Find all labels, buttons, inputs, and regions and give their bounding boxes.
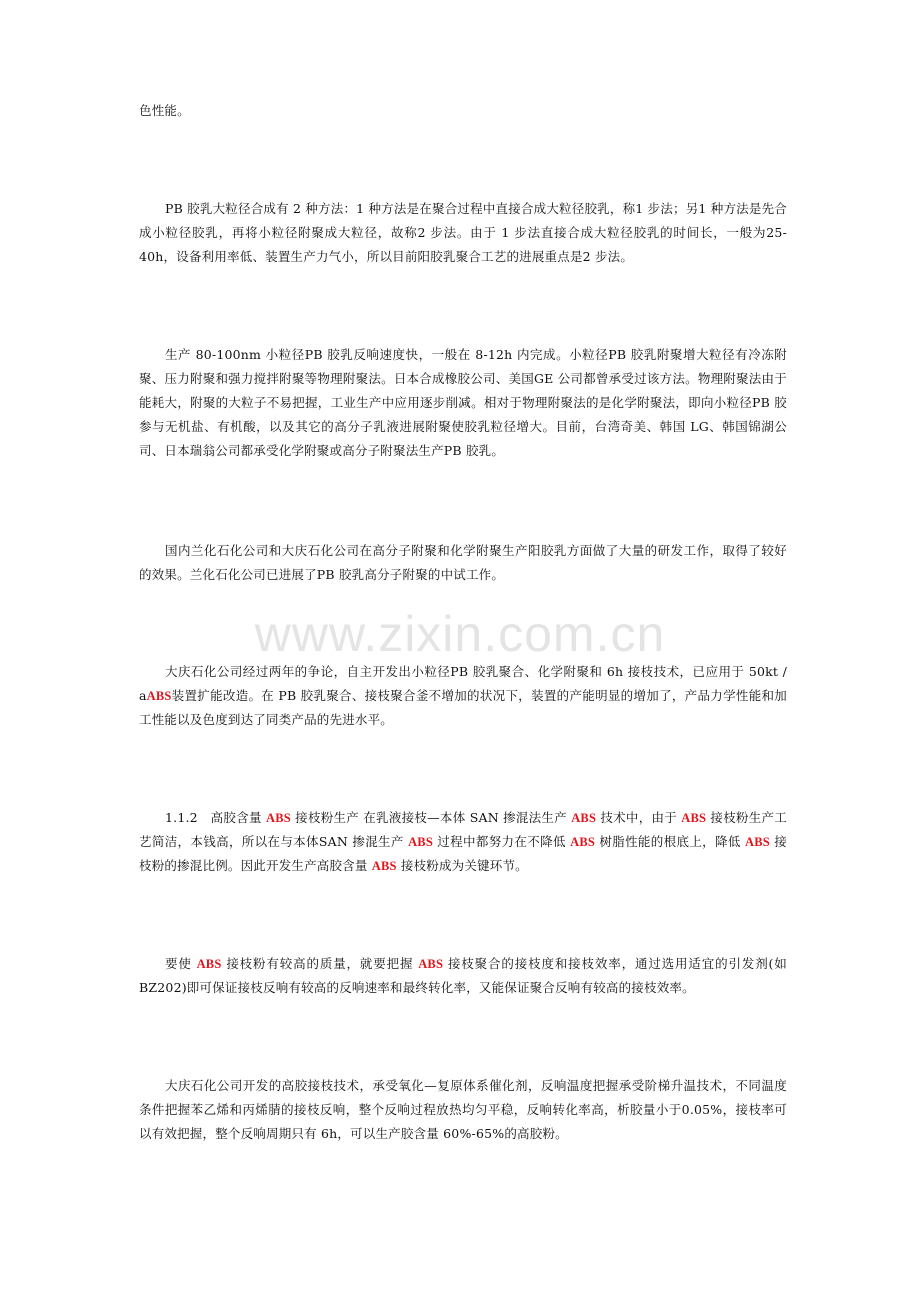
text-segment: 技术中，由于 [596, 810, 682, 825]
paragraph-section-1-1-2 [139, 806, 787, 878]
paragraph-grafting-quality [139, 952, 787, 1000]
watermark-text: www.zixin.com.cn [254, 606, 666, 662]
paragraph-pb-latex-methods: PB 胶乳大粒径合成有 2 种方法：1 种方法是在聚合过程中直接合成大粒径胶乳，称1 步法；另1 种方法是先合成小粒径胶乳，再将小粒径附聚成大粒径，故称2 步法。由于 1 步法直接合成大粒径胶乳的时间长，一般为25-40h，设备利用率低、装置生产力气小，所以目前阳胶乳聚合工艺的进展重点是2 步法。 [139, 201, 787, 264]
abs-highlight: ABS [371, 859, 397, 873]
paragraph-continuation: 色性能。 [139, 103, 190, 118]
abs-highlight: ABS [146, 689, 172, 703]
abs-highlight: ABS [266, 811, 291, 825]
text-segment: 树脂性能的根底上，降低 [595, 834, 746, 849]
paragraph-domestic-research: 国内兰化石化公司和大庆石化公司在高分子附聚和化学附聚生产阳胶乳方面做了大量的研发工作，取得了较好的效果。兰化石化公司已进展了PB 胶乳高分子附聚的中试工作。 [139, 543, 787, 582]
abs-highlight: ABS [681, 811, 707, 825]
abs-highlight: ABS [408, 835, 433, 849]
text-segment: 过程中都努力在不降低 [432, 834, 571, 849]
text-segment: 装置扩能改造。在 PB 胶乳聚合、接枝聚合釜不增加的状况下，装置的产能明显的增加了，产品力学性能和加工性能以及色度到达了同类产品的先进水平。 [139, 688, 787, 727]
text-segment: 接枝粉生产 在乳液接枝—本体 SAN 掺混法生产 [290, 810, 572, 825]
abs-highlight: ABS [196, 957, 222, 971]
paragraph-small-particle-agglomeration: 生产 80-100nm 小粒径PB 胶乳反响速度快，一般在 8-12h 内完成。小粒径PB 胶乳附聚增大粒径有冷冻附聚、压力附聚和强力搅拌附聚等物理附聚法。日本合成橡胶公司、美国GE 公司都曾承受过该方法。物理附聚法由于能耗大，附聚的大粒子不易把握，工业生产中应用逐步削减。相对于物理附聚法的是化学附聚法，即向小粒径PB 胶参与无机盐、有机酸，以及其它的高分子乳液进展附聚使胶乳粒径增大。目前，台湾奇美、韩国 LG、韩国锦湖公司、日本瑞翁公司都承受化学附聚或高分子附聚法生产PB 胶乳。 [139, 347, 787, 458]
text-segment: 接枝粉生产工艺简洁，本钱高，所以在与本体SAN 掺混生产 [139, 810, 787, 849]
abs-highlight: ABS [418, 957, 444, 971]
text-segment: 接枝粉成为关键环节。 [396, 858, 528, 873]
abs-highlight: ABS [570, 835, 596, 849]
text-segment: 接枝粉的掺混比例。因此开发生产高胶含量 [139, 834, 787, 873]
text-segment: 接枝聚合的接枝度和接枝效率，通过选用适宜的引发剂(如 BZ202)即可保证接枝反响有较高的反响速率和最终转化率，又能保证聚合反响有较高的接枝效率。 [139, 956, 787, 995]
section-heading: 1.1.2 高胶含量 [165, 810, 266, 825]
paragraph-high-rubber-grafting: 大庆石化公司开发的高胶接枝技术，承受氧化—复原体系催化剂，反响温度把握承受阶梯升温技术，不同温度条件把握苯乙烯和丙烯腈的接枝反响，整个反响过程放热均匀平稳，反响转化率高，析胶量小于0.05%，接枝率可以有效把握，整个反响周期只有 6h，可以生产胶含量 60%-65%的高胶粉。 [139, 1078, 787, 1141]
text-segment: 大庆石化公司经过两年的争论，自主开发出小粒径PB 胶乳聚合、化学附聚和 6h 接枝技术，已应用于 50kt / a [139, 664, 787, 703]
abs-highlight: ABS [745, 835, 770, 849]
abs-highlight: ABS [571, 811, 597, 825]
text-segment: 接枝粉有较高的质量，就要把握 [221, 956, 419, 971]
paragraph-daqing-development [139, 660, 787, 732]
text-segment: 要使 [165, 956, 197, 971]
